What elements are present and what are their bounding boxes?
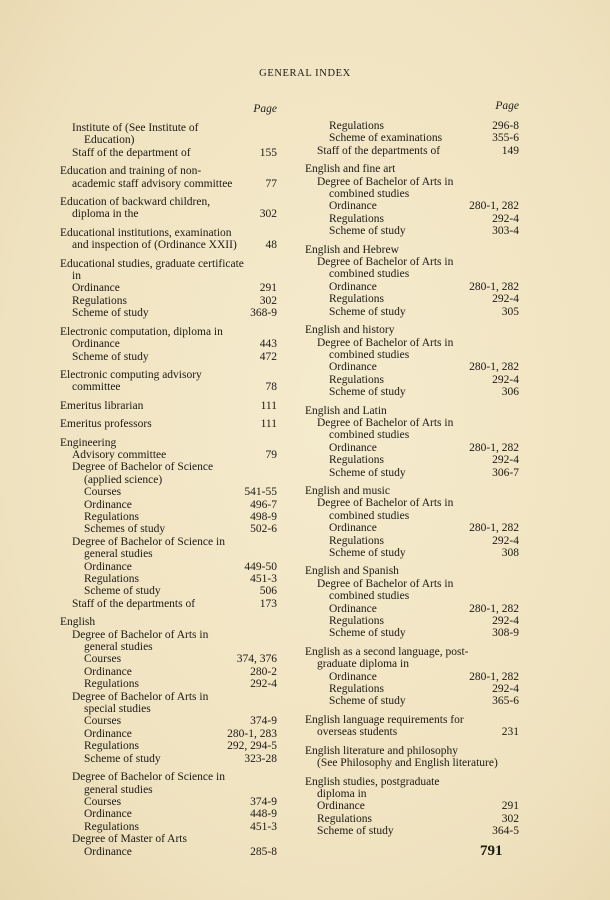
index-entry (305, 442, 519, 454)
index-entry-page: 149 (501, 144, 519, 157)
index-entry-text: Staff of the department of (72, 146, 191, 159)
index-entry (60, 616, 277, 628)
index-entry-page: 280-1, 282 (469, 361, 519, 374)
index-entry-text: Education) (84, 134, 135, 147)
index-entry-text: Ordinance (72, 338, 120, 351)
index-entry (305, 522, 519, 534)
index-entry-text: Scheme of study (317, 825, 394, 838)
index-entry (60, 499, 277, 511)
index-entry-text: Ordinance (84, 665, 132, 678)
index-entry-text: Ordinance (317, 800, 365, 813)
index-entry-text: Scheme of study (329, 305, 406, 318)
index-entry (60, 208, 277, 220)
index-entry-text: Degree of Bachelor of Arts in (317, 336, 454, 349)
index-entry (305, 813, 519, 825)
right-entries (305, 120, 519, 838)
index-entry-page: 541-55 (244, 486, 277, 499)
index-entry-text: overseas students (317, 726, 398, 739)
index-entry-text: English literature and philosophy (305, 744, 458, 757)
index-entry-text: combined studies (329, 509, 410, 522)
index-entry-text: Schemes of study (84, 523, 166, 536)
index-entry (60, 808, 277, 820)
index-entry-text: Scheme of study (329, 225, 406, 238)
index-entry-text: Staff of the departments of (72, 597, 196, 610)
index-entry (60, 474, 277, 486)
index-entry (60, 258, 277, 270)
index-entry-text: Degree of Bachelor of Arts in (317, 497, 454, 510)
index-entry (60, 511, 277, 523)
index-entry-text: Degree of Bachelor of Science (72, 461, 214, 474)
index-entry (305, 565, 519, 577)
index-entry (60, 122, 277, 134)
index-entry-page: 292-4 (492, 373, 519, 386)
index-entry (305, 200, 519, 212)
page-column-label: Page (253, 103, 277, 115)
index-entry-text: Courses (84, 486, 122, 499)
index-entry (305, 547, 519, 559)
index-entry-page: 111 (260, 418, 277, 431)
index-entry (60, 196, 277, 208)
index-entry (305, 467, 519, 479)
index-entry (60, 449, 277, 461)
index-entry-page: 306 (501, 386, 519, 399)
index-entry-text: combined studies (329, 348, 410, 361)
index-entry-text: Staff of the departments of (317, 144, 441, 157)
index-entry-page: 291 (259, 282, 277, 295)
index-entry-text: Advisory committee (72, 448, 167, 461)
index-entry-text: Regulations (329, 373, 384, 386)
index-entry (305, 132, 519, 144)
index-entry (305, 745, 519, 757)
index-entry-text: Scheme of study (72, 350, 149, 363)
index-entry-page: 292-4 (492, 534, 519, 547)
index-entry (60, 381, 277, 393)
index-entry-text: Ordinance (72, 282, 120, 295)
index-entry (305, 361, 519, 373)
index-entry-text: Education of backward children, (60, 196, 211, 209)
index-entry (60, 691, 277, 703)
index-entry (60, 641, 277, 653)
index-entry (305, 603, 519, 615)
index-entry-text: Degree of Bachelor of Arts in (72, 628, 209, 641)
index-entry-text: Electronic computing advisory (60, 368, 202, 381)
index-entry-page: 498-9 (250, 510, 277, 523)
index-entry-text: English and Spanish (305, 565, 399, 578)
index-entry-page: 451-3 (250, 820, 277, 833)
index-entry-text: (See Philosophy and English literature) (317, 757, 498, 770)
index-entry-text: English as a second language, post- (305, 645, 469, 658)
index-entry-page: 472 (259, 350, 277, 363)
index-entry-text: Emeritus librarian (60, 399, 144, 412)
index-entry (305, 825, 519, 837)
index-entry-text: Emeritus professors (60, 418, 152, 431)
index-entry-text: combined studies (329, 590, 410, 603)
index-entry-text: Ordinance (329, 602, 377, 615)
index-entry-page: 374, 376 (236, 653, 277, 666)
left-column (60, 100, 277, 858)
index-entry (305, 405, 519, 417)
index-entry-page: 292, 294-5 (227, 740, 277, 753)
index-entry-text: Regulations (84, 820, 139, 833)
index-entry-text: Degree of Bachelor of Arts in (317, 577, 454, 590)
index-entry (60, 486, 277, 498)
right-column (305, 100, 519, 838)
index-entry-text: combined studies (329, 268, 410, 281)
index-entry (305, 454, 519, 466)
index-entry-page: 292-4 (492, 293, 519, 306)
index-entry-text: Regulations (329, 534, 384, 547)
index-entry (305, 213, 519, 225)
index-entry-text: Regulations (329, 615, 384, 628)
index-entry (305, 800, 519, 812)
index-entry-text: general studies (84, 548, 153, 561)
index-entry (305, 429, 519, 441)
index-entry-page: 79 (265, 448, 277, 461)
index-entry (305, 615, 519, 627)
index-entry (60, 728, 277, 740)
index-entry (305, 535, 519, 547)
index-entry (305, 757, 519, 769)
index-entry-text: graduate diploma in (317, 658, 409, 671)
index-entry (60, 846, 277, 858)
index-entry-text: Regulations (84, 510, 139, 523)
index-entry-text: Regulations (84, 573, 139, 585)
index-entry (60, 536, 277, 548)
index-entry-page: 365-6 (492, 695, 519, 708)
index-entry (60, 178, 277, 190)
index-entry-page: 302 (501, 812, 519, 825)
index-entry-page: 306-7 (492, 466, 519, 479)
index-entry (305, 225, 519, 237)
index-entry-page: 78 (265, 381, 277, 394)
index-entry (60, 548, 277, 560)
index-entry (60, 147, 277, 159)
index-entry (305, 646, 519, 658)
index-entry-text: general studies (84, 783, 153, 796)
index-entry-text: combined studies (329, 429, 410, 442)
page-number: 791 (480, 843, 503, 859)
index-entry (305, 244, 519, 256)
index-entry (305, 578, 519, 590)
index-entry-page: 296-8 (492, 120, 519, 132)
index-entry-page: 292-4 (492, 683, 519, 696)
index-entry (60, 351, 277, 363)
index-entry-text: Electronic computation, diploma in (60, 325, 223, 338)
index-entry (305, 337, 519, 349)
index-entry-page: 291 (501, 800, 519, 813)
index-entry-text: Regulations (329, 293, 384, 306)
index-entry-text: Ordinance (84, 845, 132, 858)
index-entry-page: 111 (260, 399, 277, 412)
index-entry-page: 303-4 (492, 225, 519, 238)
index-entry (60, 338, 277, 350)
index-entry-text: Regulations (317, 812, 372, 825)
index-entry (60, 715, 277, 727)
index-entry (60, 740, 277, 752)
index-entry (305, 281, 519, 293)
index-entry-text: English and Latin (305, 404, 387, 417)
index-entry-text: Regulations (329, 454, 384, 467)
index-entry-text: English (60, 616, 96, 629)
index-entry-text: committee (72, 381, 121, 394)
index-entry (60, 326, 277, 338)
index-entry (60, 653, 277, 665)
index-entry-page: 48 (265, 239, 277, 252)
index-entry (60, 784, 277, 796)
index-entry-page: 292-4 (250, 678, 277, 691)
index-entry (60, 821, 277, 833)
index-entry-text: English and history (305, 324, 395, 337)
index-entry (305, 726, 519, 738)
index-entry (305, 714, 519, 726)
index-entry (60, 585, 277, 597)
index-entry-text: in (72, 270, 81, 283)
index-entry (60, 418, 277, 430)
index-entry-text: Educational studies, graduate certificate (60, 257, 244, 270)
index-entry-page: 364-5 (492, 825, 519, 838)
index-entry-page: 280-1, 283 (227, 727, 277, 740)
index-entry (60, 753, 277, 765)
index-entry (60, 598, 277, 610)
index-entry (60, 666, 277, 678)
index-entry-text: Ordinance (84, 498, 132, 511)
index-entry-text: Institute of (See Institute of (72, 122, 199, 134)
index-entry (60, 573, 277, 585)
index-entry-text: Degree of Bachelor of Science in (72, 535, 225, 548)
index-entry-text: Degree of Bachelor of Arts in (317, 256, 454, 269)
index-entry-page: 285-8 (250, 845, 277, 858)
index-entry (60, 437, 277, 449)
index-entry-page: 302 (259, 208, 277, 221)
index-entry-text: combined studies (329, 188, 410, 201)
index-entry-page: 323-28 (244, 752, 277, 765)
index-entry (60, 165, 277, 177)
index-entry-page: 443 (259, 338, 277, 351)
index-entry-text: English and music (305, 484, 390, 497)
index-entry-page: 280-1, 282 (469, 522, 519, 535)
index-entry-text: Ordinance (329, 522, 377, 535)
index-entry (305, 306, 519, 318)
index-entry-text: Ordinance (329, 670, 377, 683)
index-entry (60, 239, 277, 251)
left-entries (60, 122, 277, 858)
index-entry-text: Degree of Bachelor of Arts in (317, 416, 454, 429)
index-entry (305, 788, 519, 800)
index-entry-page: 280-1, 282 (469, 602, 519, 615)
index-entry-text: Regulations (72, 294, 127, 307)
index-entry-text: special studies (84, 703, 151, 716)
index-entry (305, 176, 519, 188)
index-entry (305, 268, 519, 280)
index-entry-page: 305 (501, 305, 519, 318)
index-entry-text: Ordinance (329, 280, 377, 293)
index-entry-text: Scheme of examinations (329, 132, 443, 145)
index-entry (60, 629, 277, 641)
index-entry (60, 833, 277, 845)
index-entry-page: 355-6 (492, 132, 519, 145)
index-entry-page: 231 (501, 726, 519, 739)
index-entry-page: 173 (259, 597, 277, 610)
index-entry (60, 796, 277, 808)
index-entry (60, 523, 277, 535)
index-entry-page: 374-9 (250, 715, 277, 728)
index-entry-text: Courses (84, 653, 122, 666)
index-entry (60, 461, 277, 473)
index-entry (305, 120, 519, 132)
index-entry-page: 502-6 (250, 523, 277, 536)
index-entry-text: Ordinance (84, 560, 132, 573)
index-entry (305, 324, 519, 336)
index-entry-page: 280-1, 282 (469, 441, 519, 454)
index-entry-text: Scheme of study (329, 695, 406, 708)
index-entry (305, 256, 519, 268)
index-entry-page: 496-7 (250, 498, 277, 511)
index-entry-text: English language requirements for (305, 713, 464, 726)
index-entry (305, 386, 519, 398)
index-entry (305, 683, 519, 695)
index-entry (60, 771, 277, 783)
index-entry (305, 695, 519, 707)
index-entry-text: Scheme of study (329, 466, 406, 479)
index-entry-page: 155 (259, 146, 277, 159)
index-entry-text: Degree of Master of Arts (72, 833, 187, 846)
index-entry-text: diploma in (317, 787, 367, 800)
index-entry (305, 590, 519, 602)
index-entry (305, 671, 519, 683)
index-entry (60, 307, 277, 319)
index-entry-text: English and Hebrew (305, 243, 399, 256)
index-entry-page: 308 (501, 547, 519, 559)
index-entry-text: general studies (84, 641, 153, 654)
index-entry-text: Scheme of study (329, 547, 406, 559)
index-entry (60, 270, 277, 282)
index-entry (305, 417, 519, 429)
index-entry-page: 449-50 (244, 560, 277, 573)
index-entry-text: English studies, postgraduate (305, 775, 440, 788)
index-entry (305, 497, 519, 509)
index-entry-text: English and fine art (305, 163, 396, 176)
index-entry (60, 369, 277, 381)
index-entry-text: (applied science) (84, 473, 163, 486)
index-entry-text: Degree of Bachelor of Arts in (72, 690, 209, 703)
index-entry-page: 292-4 (492, 615, 519, 628)
index-entry-page: 368-9 (250, 307, 277, 320)
index-entry (305, 776, 519, 788)
index-entry-page: 280-2 (250, 665, 277, 678)
index-entry-text: Regulations (329, 683, 384, 696)
index-entry-text: diploma in the (72, 208, 139, 221)
index-entry-page: 374-9 (250, 795, 277, 808)
index-entry (305, 627, 519, 639)
index-entry-page: 292-4 (492, 454, 519, 467)
index-entry-text: and inspection of (Ordinance XXII) (72, 239, 237, 252)
index-entry-page: 280-1, 282 (469, 200, 519, 213)
index-entry-text: Scheme of study (72, 307, 149, 320)
index-entry-text: Degree of Bachelor of Science in (72, 771, 225, 784)
index-entry-page: 77 (265, 177, 277, 190)
index-entry (305, 658, 519, 670)
index-entry-text: Ordinance (329, 361, 377, 374)
index-entry-text: Engineering (60, 436, 117, 449)
index-entry (60, 134, 277, 146)
index-entry-text: Ordinance (84, 727, 132, 740)
index-entry-text: Ordinance (84, 808, 132, 821)
index-entry-text: academic staff advisory committee (72, 177, 233, 190)
index-entry (305, 349, 519, 361)
index-entry (305, 163, 519, 175)
index-entry-page: 280-1, 282 (469, 280, 519, 293)
index-entry (305, 374, 519, 386)
index-entry-text: Scheme of study (329, 386, 406, 399)
index-entry-text: Education and training of non- (60, 165, 202, 178)
index-entry (60, 295, 277, 307)
index-entry-page: 280-1, 282 (469, 670, 519, 683)
index-entry-text: Regulations (84, 678, 139, 691)
index-entry-page: 506 (259, 585, 277, 598)
index-entry-page: 302 (259, 294, 277, 307)
index-entry-text: Ordinance (329, 200, 377, 213)
index-entry-page: 292-4 (492, 212, 519, 225)
index-entry-text: Ordinance (329, 441, 377, 454)
index-entry (60, 561, 277, 573)
index-entry (60, 703, 277, 715)
page-column-label: Page (495, 100, 519, 112)
index-entry (60, 400, 277, 412)
index-entry-text: Scheme of study (329, 627, 406, 640)
index-entry-page: 448-9 (250, 808, 277, 821)
index-entry-text: Regulations (329, 212, 384, 225)
index-entry (60, 282, 277, 294)
index-entry-text: Courses (84, 795, 122, 808)
index-entry (305, 485, 519, 497)
index-entry (305, 145, 519, 157)
index-entry (60, 227, 277, 239)
index-entry-text: Degree of Bachelor of Arts in (317, 175, 454, 188)
index-entry-page: 308-9 (492, 627, 519, 640)
index-entry (305, 188, 519, 200)
index-entry-text: Regulations (84, 740, 139, 753)
index-entry-text: Scheme of study (84, 585, 161, 598)
index-entry (305, 510, 519, 522)
index-entry-text: Courses (84, 715, 122, 728)
page-header: GENERAL INDEX (259, 68, 351, 79)
index-entry (305, 293, 519, 305)
index-entry-text: Scheme of study (84, 752, 161, 765)
index-entry (60, 678, 277, 690)
index-entry-text: Educational institutions, examination (60, 226, 232, 239)
index-entry-page: 451-3 (250, 573, 277, 585)
index-entry-text: Regulations (329, 120, 384, 132)
